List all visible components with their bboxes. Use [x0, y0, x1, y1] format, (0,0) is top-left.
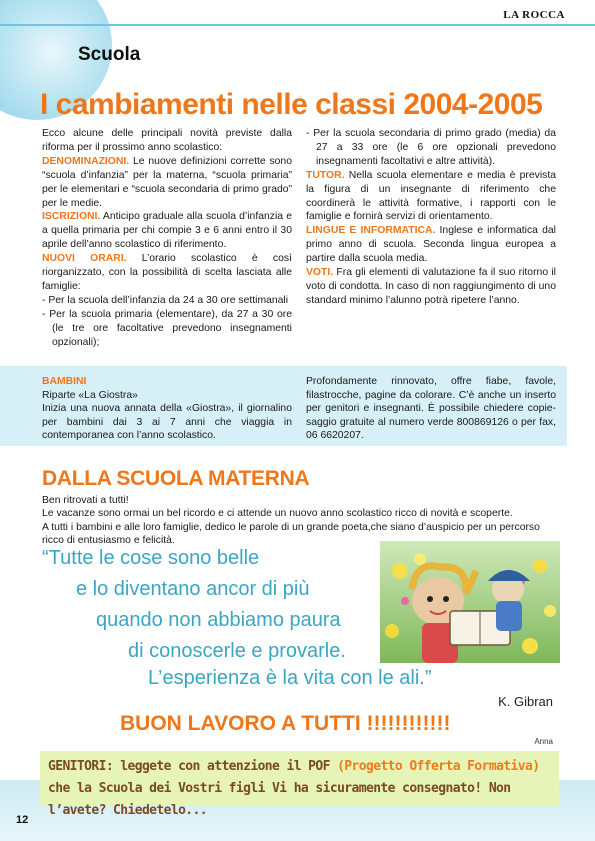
article-column-left [42, 127, 292, 350]
closing-line: BUON LAVORO A TUTTI !!!!!!!!!!!! [120, 712, 451, 735]
iscrizioni-text: Anticipo graduale alla scuola d’infanzia e a quella primaria per chi compie 3 e 6 anni entro il 30 aprile dell’anno scolastico di riferimento. [42, 211, 292, 251]
lingue-text: Inglese e informatica dal primo anno di scuola. Seconda lingua europea a partire dalla scuola media. [306, 225, 556, 265]
voti-text: Fra gli elementi di valutazione fa il suo ritorno il voto di condotta. In caso di non raggiungimento di uno standard minimo l’alunno potrà ripetere l’anno. [306, 267, 556, 306]
page-number: 12 [16, 814, 29, 826]
voti-label: VOTI. [306, 267, 334, 279]
tutor-text: Nella scuola elementare e media è prevista la figura di un insegnante di riferimento che coordinerà le attività formative, i rapporti con le famiglie e fornirà servizi di orientamento. [306, 169, 556, 223]
quote-line: quando non abbiamo paura [96, 609, 341, 631]
article-headline: I cambiamenti nelle classi 2004-2005 [40, 88, 543, 121]
nuovi-orari-paragraph [42, 252, 292, 294]
voti-paragraph [306, 266, 556, 308]
masthead: LA ROCCA [503, 9, 565, 21]
bambini-title: BAMBINI [42, 376, 87, 387]
materna-paragraph: A tutti i bambini e alle loro famiglie, dedico le parole di un grande poeta,che siano d’auspicio per un percorso ricco di entusiasmo e felicità. [42, 521, 540, 547]
orari-item: - Per la scuola dell’infanzia da 24 a 30 ore settimanali [42, 294, 289, 306]
header-rule [0, 24, 595, 26]
bambini-left [42, 375, 292, 443]
article-column-right [306, 127, 556, 308]
materna-body [42, 494, 557, 548]
quote-line: L’esperienza è la vita con le ali.” [148, 667, 432, 689]
section-title: Scuola [78, 44, 141, 65]
bambini-text: Inizia una nuova annata della «Giostra», il giornalino per bambini dai 3 ai 7 anni che viaggia in contemporanea con l’anno scolastico. [42, 403, 292, 442]
denominazioni-paragraph [42, 155, 292, 211]
denominazioni-label: DENOMINAZIONI. [42, 155, 130, 167]
quote-line: di conoscerle e provarle. [128, 640, 346, 662]
materna-title: DALLA SCUOLA MATERNA [42, 467, 310, 490]
nuovi-orari-text: L’orario scolastico è così riorganizzato, con la possibilità di scelta lasciata alle famiglie: [42, 253, 292, 292]
intro-paragraph: Ecco alcune delle principali novità previste dalla riforma per il prossimo anno scolastico: [42, 128, 292, 153]
materna-paragraph: Le vacanze sono ormai un bel ricordo e ci attende un nuovo anno scolastico ricco di novità e scoperte. [42, 508, 513, 520]
iscrizioni-label: ISCRIZIONI. [42, 211, 101, 223]
genitori-highlight: (Progetto Offerta Formativa) [337, 759, 540, 774]
genitori-notice [48, 756, 554, 822]
lingue-label: LINGUE E INFORMATICA. [306, 225, 436, 237]
bambini-right-text: Profondamente rinnovato, offre fiabe, favole, filastrocche, pagine da colorare. C’è anche un inserto per genitori e insegnanti. È possibile chiedere copie-saggio gratuite al numero verde 800869126 o per fax, 06 6620207. [306, 376, 556, 442]
quote-line: “Tutte le cose sono belle [42, 547, 260, 569]
orari-item: - Per la scuola primaria (elementare), da 27 a 30 ore (le tre ore facoltative prevedono insegnamenti opzionali); [42, 308, 292, 348]
lingue-paragraph [306, 224, 556, 266]
quote-author: K. Gibran [498, 694, 553, 709]
signature: Anna [534, 737, 553, 746]
orari-item: - Per la scuola secondaria di primo grado (media) da 27 a 33 ore (le 6 ore opzionali prevedono insegnamenti facoltativi e altre attività). [306, 128, 556, 167]
iscrizioni-paragraph [42, 210, 292, 252]
quote-line: e lo diventano ancor di più [76, 578, 310, 600]
genitori-rest: che la Scuola dei Vostri figli Vi ha sicuramente consegnato! Non l’avete? Chiedetelo... [48, 781, 511, 818]
genitori-lead: GENITORI: leggete con attenzione il POF [48, 759, 338, 774]
rag-doll-photo [380, 541, 560, 663]
tutor-paragraph [306, 169, 556, 225]
bambini-subtitle: Riparte «La Giostra» [42, 389, 138, 401]
materna-greeting: Ben ritrovati a tutti! [42, 495, 129, 506]
nuovi-orari-label: NUOVI ORARI. [42, 253, 127, 265]
tutor-label: TUTOR. [306, 169, 345, 181]
denominazioni-text: Le nuove definizioni corrette sono “scuola d’infanzia” per la materna, “scuola primaria” per le elementari e “scuola secondaria di primo grado” per le medie. [42, 155, 292, 209]
